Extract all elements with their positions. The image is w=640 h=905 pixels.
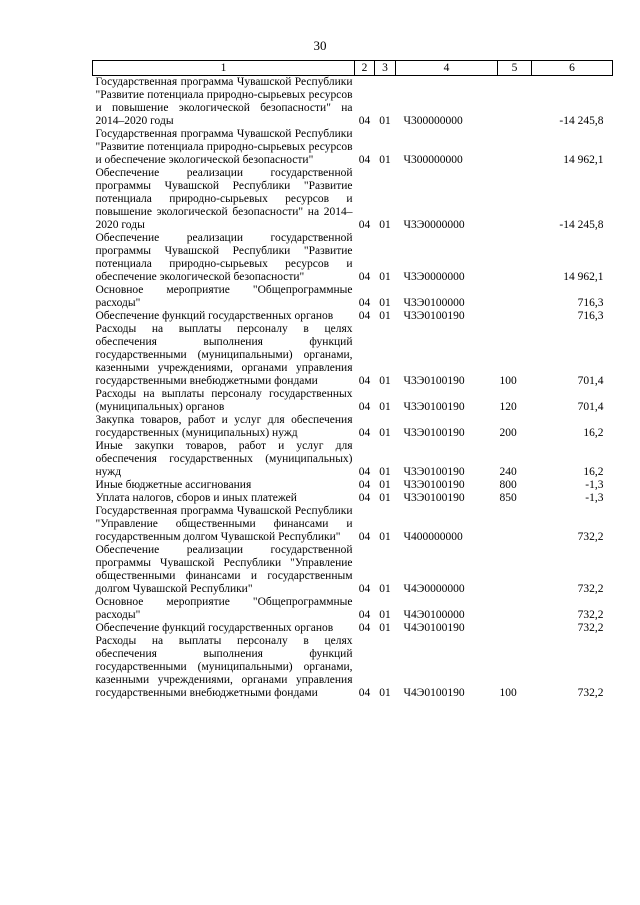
- row-name: Обеспечение функций государственных органов: [95, 310, 334, 322]
- row-target-article: Ч3Э0100190: [403, 466, 465, 478]
- row-target-article: Ч3Э0100190: [403, 375, 465, 387]
- row-section: 04: [358, 310, 371, 322]
- table-row: [93, 232, 613, 284]
- row-amount: -14 245,8: [559, 115, 604, 127]
- row-section: 04: [358, 297, 371, 309]
- row-expense-type: 200: [499, 427, 517, 439]
- row-name: Государственная программа Чувашской Республики "Развитие потенциала природно-сырьевых ресурсов и обеспечение экологической безопасности": [95, 128, 353, 166]
- row-name: Обеспечение реализации государственной программы Чувашской Республики "Управление общественными финансами и государственным долгом Чувашской Республики": [95, 544, 353, 595]
- table-row: [93, 167, 613, 232]
- row-name: Обеспечение реализации государственной программы Чувашской Республики "Развитие потенциала природно-сырьевых ресурсов и повышение экологической безопасности" на 2014–2020 годы: [95, 167, 353, 231]
- row-amount: 716,3: [577, 310, 604, 322]
- row-name: Расходы на выплаты персоналу в целях обеспечения выполнения функций государственными (муниципальными) органами, казенными учреждениями, органами управления государственными внебюджетными фондами: [95, 323, 353, 387]
- row-target-article: Ч3Э0100190: [403, 427, 465, 439]
- table-row: [93, 635, 613, 700]
- table-row: [93, 505, 613, 544]
- row-expense-type: [498, 596, 532, 622]
- row-name: Государственная программа Чувашской Республики "Развитие потенциала природно-сырьевых ресурсов и повышение экологической безопасности" на 2014–2020 годы: [95, 76, 353, 127]
- row-expense-type: [498, 232, 532, 284]
- row-name: Иные бюджетные ассигнования: [95, 479, 252, 491]
- row-expense-type: [498, 128, 532, 167]
- row-subsection: 01: [379, 401, 391, 413]
- row-section: 04: [358, 609, 371, 621]
- table-row: [93, 323, 613, 388]
- row-subsection: 01: [379, 115, 391, 127]
- budget-table: [92, 60, 613, 700]
- row-subsection: 01: [379, 687, 391, 699]
- row-target-article: Ч4Э0100190: [403, 622, 465, 634]
- row-target-article: Ч3Э0100190: [403, 401, 465, 413]
- row-expense-type: 800: [499, 479, 517, 491]
- row-subsection: 01: [379, 531, 391, 543]
- row-section: 04: [358, 492, 371, 504]
- row-target-article: Ч3Э0100000: [403, 297, 465, 309]
- table-row: [93, 310, 613, 323]
- row-section: 04: [358, 583, 371, 595]
- table-row: [93, 284, 613, 310]
- table-row: [93, 440, 613, 479]
- row-subsection: 01: [379, 375, 391, 387]
- column-header-expense-type: 5: [498, 61, 532, 76]
- row-name: Обеспечение функций государственных органов: [95, 622, 334, 634]
- row-target-article: Ч4Э0100000: [403, 609, 465, 621]
- table-row: [93, 596, 613, 622]
- row-name: Уплата налогов, сборов и иных платежей: [95, 492, 297, 504]
- row-subsection: 01: [379, 310, 391, 322]
- row-subsection: 01: [379, 609, 391, 621]
- table-row: [93, 414, 613, 440]
- row-amount: 16,2: [583, 427, 604, 439]
- column-header-subsection: 3: [375, 61, 396, 76]
- row-section: 04: [358, 115, 371, 127]
- row-section: 04: [358, 271, 371, 283]
- row-target-article: Ч3Э0100190: [403, 479, 465, 491]
- row-amount: 716,3: [577, 297, 604, 309]
- page-number: 30: [313, 38, 327, 53]
- table-row: [93, 479, 613, 492]
- row-subsection: 01: [379, 583, 391, 595]
- row-expense-type: 100: [499, 375, 517, 387]
- row-expense-type: [498, 310, 532, 323]
- row-expense-type: 100: [499, 687, 517, 699]
- table-row: [93, 388, 613, 414]
- row-name: Основное мероприятие "Общепрограммные расходы": [95, 596, 353, 621]
- row-section: 04: [358, 531, 371, 543]
- table-row: [93, 622, 613, 635]
- column-header-amount: 6: [532, 61, 613, 76]
- row-name: Обеспечение реализации государственной программы Чувашской Республики "Развитие потенциала природно-сырьевых ресурсов и обеспечение экологической безопасности": [95, 232, 353, 283]
- row-amount: -1,3: [585, 479, 604, 491]
- row-amount: 701,4: [577, 375, 604, 387]
- row-subsection: 01: [379, 271, 391, 283]
- row-amount: 14 962,1: [563, 271, 604, 283]
- row-section: 04: [358, 427, 371, 439]
- row-section: 04: [358, 401, 371, 413]
- row-name: Расходы на выплаты персоналу в целях обеспечения выполнения функций государственными (муниципальными) органами, казенными учреждениями, органами управления государственными внебюджетными фондами: [95, 635, 353, 699]
- row-amount: -14 245,8: [559, 219, 604, 231]
- row-name: Иные закупки товаров, работ и услуг для обеспечения государственных (муниципальных) нужд: [95, 440, 353, 478]
- row-target-article: Ч3Э0000000: [403, 219, 465, 231]
- row-section: 04: [358, 154, 371, 166]
- row-subsection: 01: [379, 622, 391, 634]
- row-expense-type: 240: [499, 466, 517, 478]
- column-header-name: 1: [93, 61, 355, 76]
- row-amount: 732,2: [577, 687, 604, 699]
- row-target-article: Ч3Э0100190: [403, 310, 465, 322]
- row-expense-type: 850: [499, 492, 517, 504]
- row-target-article: Ч4Э0000000: [403, 583, 465, 595]
- row-section: 04: [358, 466, 371, 478]
- row-expense-type: [498, 544, 532, 596]
- row-amount: 732,2: [577, 609, 604, 621]
- row-subsection: 01: [379, 466, 391, 478]
- row-amount: 14 962,1: [563, 154, 604, 166]
- row-expense-type: [498, 622, 532, 635]
- row-section: 04: [358, 375, 371, 387]
- row-amount: 732,2: [577, 531, 604, 543]
- column-header-target-article: 4: [396, 61, 498, 76]
- row-target-article: Ч300000000: [403, 154, 463, 166]
- row-section: 04: [358, 219, 371, 231]
- row-section: 04: [358, 687, 371, 699]
- row-subsection: 01: [379, 492, 391, 504]
- row-target-article: Ч4Э0100190: [403, 687, 465, 699]
- row-name: Закупка товаров, работ и услуг для обеспечения государственных (муниципальных) нужд: [95, 414, 353, 439]
- row-amount: 732,2: [577, 622, 604, 634]
- row-expense-type: [498, 284, 532, 310]
- row-subsection: 01: [379, 154, 391, 166]
- table-row: [93, 128, 613, 167]
- row-subsection: 01: [379, 479, 391, 491]
- row-name: Расходы на выплаты персоналу государственных (муниципальных) органов: [95, 388, 353, 413]
- row-expense-type: [498, 505, 532, 544]
- row-expense-type: 120: [499, 401, 517, 413]
- row-target-article: Ч300000000: [403, 115, 463, 127]
- row-amount: 16,2: [583, 466, 604, 478]
- row-target-article: Ч3Э0100190: [403, 492, 465, 504]
- row-section: 04: [358, 479, 371, 491]
- row-subsection: 01: [379, 219, 391, 231]
- row-section: 04: [358, 622, 371, 634]
- row-expense-type: [498, 167, 532, 232]
- row-subsection: 01: [379, 427, 391, 439]
- table-row: [93, 76, 613, 129]
- row-name: Основное мероприятие "Общепрограммные расходы": [95, 284, 353, 309]
- row-name: Государственная программа Чувашской Республики "Управление общественными финансами и государственным долгом Чувашской Республики": [95, 505, 353, 543]
- row-target-article: Ч400000000: [403, 531, 463, 543]
- table-header-row: [93, 61, 613, 76]
- table-row: [93, 544, 613, 596]
- row-subsection: 01: [379, 297, 391, 309]
- row-amount: 732,2: [577, 583, 604, 595]
- row-amount: -1,3: [585, 492, 604, 504]
- row-amount: 701,4: [577, 401, 604, 413]
- table-row: [93, 492, 613, 505]
- column-header-section: 2: [355, 61, 375, 76]
- row-expense-type: [498, 76, 532, 129]
- row-target-article: Ч3Э0000000: [403, 271, 465, 283]
